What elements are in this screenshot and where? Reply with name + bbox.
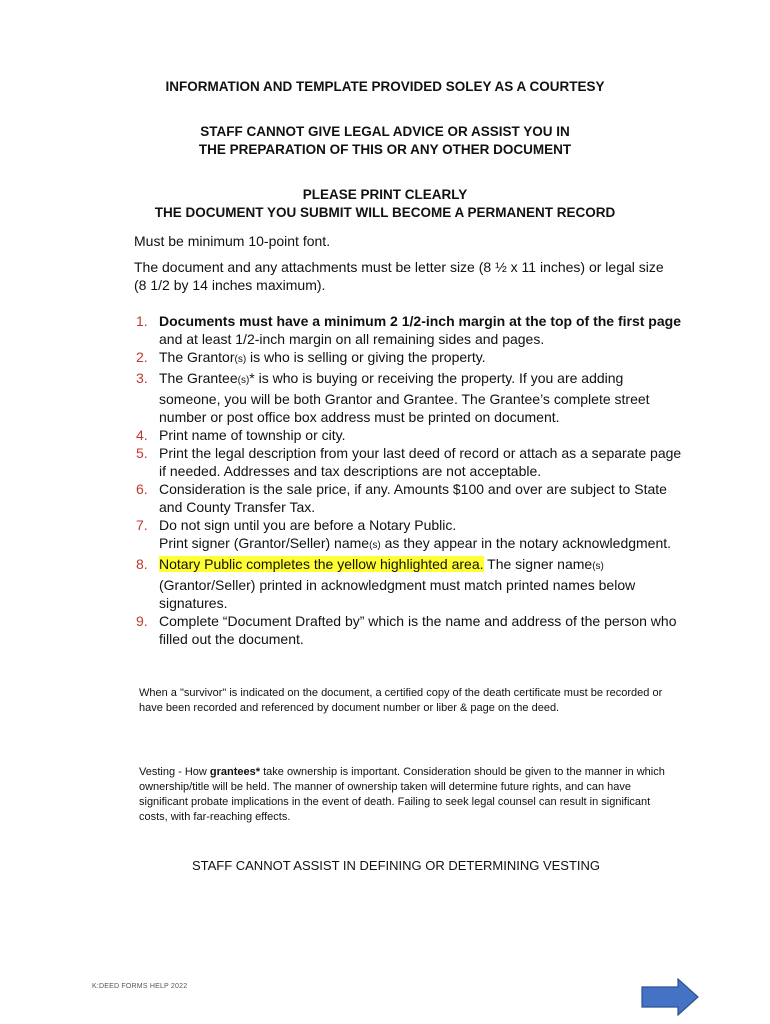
next-page-arrow[interactable] [641, 978, 699, 1016]
header-preparation: THE PREPARATION OF THIS OR ANY OTHER DOCUMENT [198, 142, 572, 157]
margin-requirement-rest: and at least 1/2-inch margin on all remaining sides and pages. [159, 331, 545, 347]
list-item [136, 480, 688, 516]
item-number: 7. [136, 517, 148, 533]
drafted-by-text: Complete “Document Drafted by” which is the name and address of the person who filled out the document. [159, 613, 677, 647]
signer-name-rest: (Grantor/Seller) printed in acknowledgment must match printed names below signatures. [159, 577, 636, 611]
list-item [136, 555, 688, 612]
vesting-grantees: grantees* [209, 766, 261, 778]
township-text: Print name of township or city. [159, 427, 346, 443]
list-item [136, 369, 688, 426]
list-item [136, 348, 688, 369]
font-requirement: Must be minimum 10-point font. [134, 233, 331, 249]
header-print-clearly: PLEASE PRINT CLEARLY [302, 187, 468, 202]
grantee-text: The Grantee [159, 370, 238, 386]
notary-highlight-text: Notary Public completes the yellow highlighted area. [159, 556, 484, 572]
grantee-suffix: (s) [237, 375, 250, 386]
list-item [136, 426, 688, 444]
instructions-list [136, 312, 688, 648]
grantor-suffix: (s) [234, 354, 247, 365]
item-number: 4. [136, 427, 148, 443]
signer-suffix: (s) [369, 540, 381, 551]
header-permanent-record: THE DOCUMENT YOU SUBMIT WILL BECOME A PERMANENT RECORD [154, 205, 616, 220]
consideration-text: Consideration is the sale price, if any. Amounts $100 and over are subject to State and County Transfer Tax. [159, 481, 667, 515]
grantee-text-rest: * is who is buying or receiving the property. If you are adding someone, you will be both Grantor and Grantee. The Grantee’s complete street number or post office box address must be printed on document. [159, 370, 650, 425]
list-item [136, 516, 688, 555]
list-item [136, 612, 688, 648]
notary-sign-text: Do not sign until you are before a Notary Public. [159, 517, 457, 533]
size-requirement: The document and any attachments must be letter size (8 ½ x 11 inches) or legal size (8 1/2 by 14 inches maximum). [134, 259, 664, 293]
list-item [136, 312, 688, 348]
item-number: 5. [136, 445, 148, 461]
header-courtesy: INFORMATION AND TEMPLATE PROVIDED SOLEY AS A COURTESY [165, 79, 605, 94]
grantor-text: The Grantor [159, 349, 235, 365]
item-number: 2. [136, 349, 148, 365]
staff-vesting-notice: STAFF CANNOT ASSIST IN DEFINING OR DETERMINING VESTING [191, 858, 601, 873]
item-number: 3. [136, 370, 148, 386]
item-number: 8. [136, 556, 148, 572]
print-signer-rest: as they appear in the notary acknowledgment. [380, 535, 672, 551]
item-number: 9. [136, 613, 148, 629]
legal-description-text: Print the legal description from your last deed of record or attach as a separate page if needed. Addresses and tax descriptions are not acceptable. [159, 445, 682, 479]
item-number: 6. [136, 481, 148, 497]
margin-requirement-bold: Documents must have a minimum 2 1/2-inch margin at the top of the first page [159, 313, 681, 329]
vesting-rest: take ownership is important. Consideration should be given to the manner in which ownership/title will be held. The manner of ownership taken will determine future rights, and can have significant probate implications in the event of death. Failing to seek legal counsel can result in significant costs, with far-reaching effects. [139, 766, 665, 823]
vesting-note [139, 765, 674, 825]
grantor-text-rest: is who is selling or giving the property. [246, 349, 486, 365]
signer-name-text: The signer name [483, 556, 593, 572]
vesting-lead: Vesting - How [139, 766, 210, 778]
header-staff-advice: STAFF CANNOT GIVE LEGAL ADVICE OR ASSIST YOU IN [200, 124, 570, 139]
footer-path: K:DEED FORMS HELP 2022 [92, 983, 188, 990]
print-signer-text: Print signer (Grantor/Seller) name [159, 535, 370, 551]
over-label: OVER [654, 978, 674, 985]
signer-name-suffix: (s) [592, 561, 604, 572]
survivor-note: When a "survivor" is indicated on the document, a certified copy of the death certificate must be recorded or have been recorded and referenced by document number or liber & page on the deed. [139, 687, 663, 714]
list-item [136, 444, 688, 480]
item-number: 1. [136, 313, 148, 329]
